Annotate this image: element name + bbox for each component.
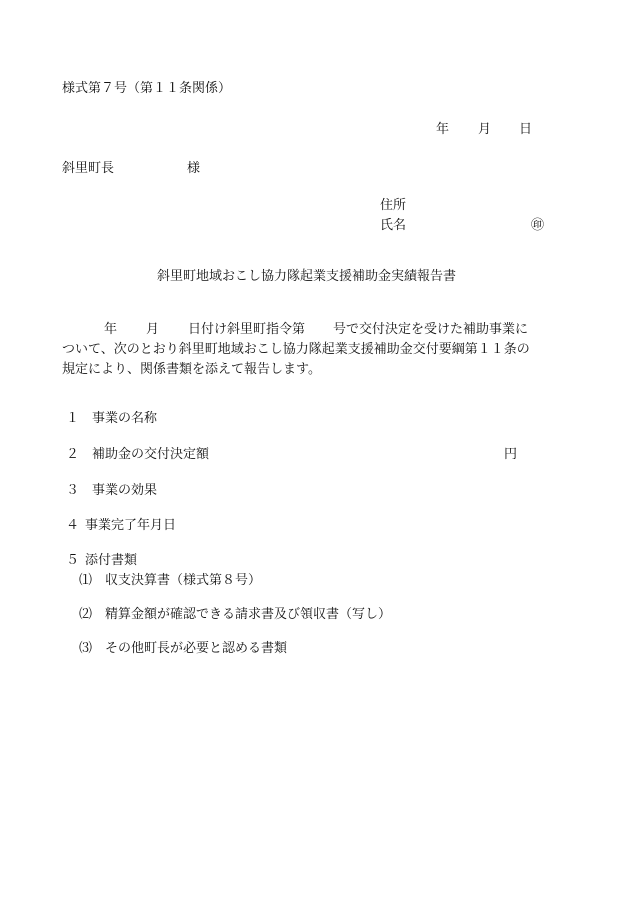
item-4-number: ４ xyxy=(66,518,80,533)
item-1-label: 事業の名称 xyxy=(92,411,158,426)
date-year-label: 年 xyxy=(436,122,450,137)
item-4-label: 事業完了年月日 xyxy=(85,518,177,533)
name-label: 氏名 xyxy=(380,218,407,233)
item-2-number: ２ xyxy=(66,447,80,462)
date-month-label: 月 xyxy=(478,122,492,137)
addressee-name: 斜里町長 xyxy=(62,161,115,176)
body-year: 年 xyxy=(104,322,118,337)
item-2-unit: 円 xyxy=(504,447,518,462)
attachment-1-number: ⑴ xyxy=(79,573,93,588)
body-month: 月 xyxy=(146,322,160,337)
item-3-number: ３ xyxy=(66,483,80,498)
item-1-number: １ xyxy=(66,411,80,426)
date-day-label: 日 xyxy=(519,122,533,137)
item-2-label: 補助金の交付決定額 xyxy=(92,447,210,462)
body-line-1 xyxy=(62,320,562,340)
item-5-label: 添付書類 xyxy=(85,553,138,568)
seal-mark: ㊞ xyxy=(531,218,545,233)
body-number-suffix: 号で交付決定を受けた補助事業に xyxy=(333,322,529,337)
body-line-3: 規定により、関係書類を添えて報告します。 xyxy=(62,362,321,377)
body-paragraph xyxy=(62,320,562,380)
attachment-3-number: ⑶ xyxy=(79,641,93,656)
body-date-suffix: 日付け斜里町指令第 xyxy=(188,322,306,337)
form-number: 様式第７号（第１１条関係） xyxy=(62,81,232,96)
attachment-3-label: その他町長が必要と認める書類 xyxy=(105,641,288,656)
body-line-2: ついて、次のとおり斜里町地域おこし協力隊起業支援補助金交付要綱第１１条の xyxy=(62,342,530,357)
attachment-2-label: 精算金額が確認できる請求書及び領収書（写し） xyxy=(105,607,392,622)
document-title: 斜里町地域おこし協力隊起業支援補助金実績報告書 xyxy=(157,269,457,284)
addressee-honorific: 様 xyxy=(187,161,201,176)
item-5-number: ５ xyxy=(66,553,80,568)
address-label: 住所 xyxy=(380,198,407,213)
attachment-1-label: 収支決算書（様式第８号） xyxy=(105,573,262,588)
item-3-label: 事業の効果 xyxy=(92,483,158,498)
attachment-2-number: ⑵ xyxy=(79,607,93,622)
